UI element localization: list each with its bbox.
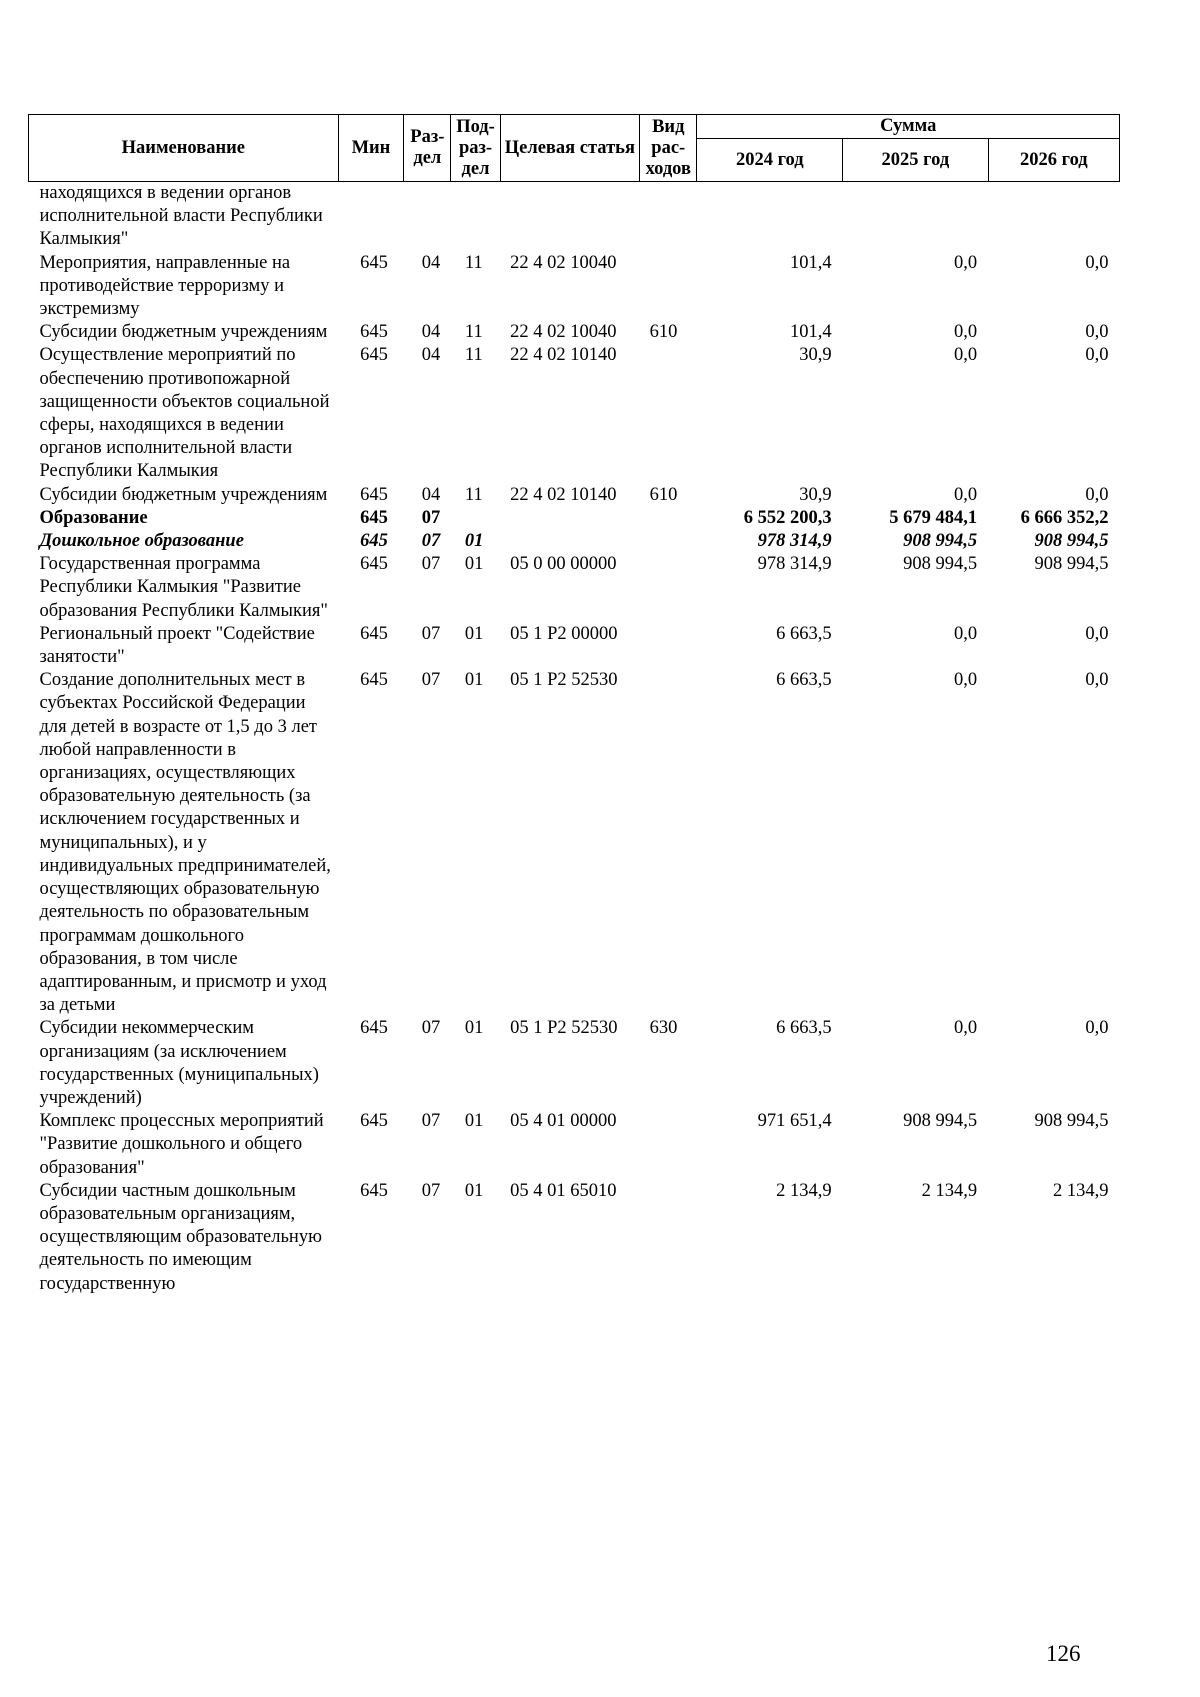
cell-2025: 908 994,5 xyxy=(903,531,978,552)
cell-2025 xyxy=(843,182,989,252)
cell-razdel: 07 xyxy=(421,1018,441,1039)
cell-razdel: 07 xyxy=(421,507,441,528)
cell-name: Мероприятия, направленные на противодействие терроризму и экстремизму xyxy=(39,252,291,320)
cell-2024: 978 314,9 xyxy=(757,554,832,575)
cell-razdel: 07 xyxy=(421,531,441,552)
cell-name: Субсидии бюджетным учреждениям xyxy=(39,322,328,343)
cell-name: Региональный проект "Содействие занятости" xyxy=(39,623,315,668)
cell-name: Осуществление мероприятий по обеспечению противопожарной защищенности объектов социальной сферы, находящихся в ведении органов исполнительной власти Республики Калмыкия xyxy=(39,345,330,482)
cell-2025: 0,0 xyxy=(954,670,978,691)
cell-vid xyxy=(640,1110,697,1180)
header-name: Наименование xyxy=(29,115,339,182)
cell-2024: 6 552 200,3 xyxy=(743,507,832,528)
cell-min: 645 xyxy=(360,484,388,505)
cell-2025: 0,0 xyxy=(954,623,978,644)
cell-name: Государственная программа Республики Калмыкия "Развитие образования Республики Калмыкия" xyxy=(39,554,328,621)
cell-min: 645 xyxy=(360,252,388,273)
table-row xyxy=(29,530,1120,553)
cell-razdel: 07 xyxy=(421,554,441,575)
cell-2026: 0,0 xyxy=(1085,345,1109,366)
table-header xyxy=(29,115,1120,182)
cell-vid xyxy=(640,1180,697,1296)
cell-min: 645 xyxy=(360,1180,388,1201)
cell-podrazdel: 11 xyxy=(464,322,483,343)
cell-2026: 908 994,5 xyxy=(1034,554,1109,575)
cell-target xyxy=(500,530,639,553)
cell-podrazdel: 01 xyxy=(464,1180,484,1201)
cell-target: 05 0 00 00000 xyxy=(510,554,617,575)
cell-2026: 0,0 xyxy=(1085,623,1109,644)
cell-min: 645 xyxy=(360,507,388,528)
table-row xyxy=(29,182,1120,252)
cell-min: 645 xyxy=(360,623,388,644)
cell-target: 22 4 02 10140 xyxy=(510,484,617,505)
cell-2026: 0,0 xyxy=(1085,252,1109,273)
cell-target: 05 4 01 00000 xyxy=(510,1111,617,1132)
cell-vid xyxy=(640,507,697,530)
cell-2026: 908 994,5 xyxy=(1034,1111,1109,1132)
table-row xyxy=(29,484,1120,507)
cell-name: Субсидии некоммерческим организациям (за исключением государственных (муниципальных) учреждений) xyxy=(39,1018,319,1108)
cell-razdel: 04 xyxy=(421,252,441,273)
cell-target: 22 4 02 10040 xyxy=(510,322,617,343)
page-number: 126 xyxy=(1046,1641,1081,1666)
cell-min: 645 xyxy=(360,531,388,552)
cell-min: 645 xyxy=(360,554,388,575)
cell-min: 645 xyxy=(360,1018,388,1039)
table-row xyxy=(29,344,1120,483)
header-razdel: Раз-дел xyxy=(404,115,451,182)
cell-2026: 0,0 xyxy=(1085,484,1109,505)
header-podrazdel: Под-раз-дел xyxy=(451,115,500,182)
cell-2024: 978 314,9 xyxy=(757,531,832,552)
cell-target: 05 4 01 65010 xyxy=(510,1180,617,1201)
cell-podrazdel: 01 xyxy=(464,623,484,644)
table-row xyxy=(29,1110,1120,1180)
document-page xyxy=(28,114,1120,1296)
cell-podrazdel: 01 xyxy=(464,531,484,552)
table-row xyxy=(29,321,1120,344)
cell-vid xyxy=(640,344,697,483)
cell-name: Образование xyxy=(39,507,148,528)
cell-min: 645 xyxy=(360,670,388,691)
cell-razdel: 04 xyxy=(421,322,441,343)
table-row xyxy=(29,252,1120,322)
cell-2024: 6 663,5 xyxy=(776,1018,832,1039)
table-row xyxy=(29,1180,1120,1296)
cell-vid xyxy=(640,669,697,1017)
cell-2024: 101,4 xyxy=(789,252,832,273)
cell-2024: 2 134,9 xyxy=(776,1180,832,1201)
cell-min: 645 xyxy=(360,1111,388,1132)
table-row xyxy=(29,553,1120,623)
cell-razdel: 04 xyxy=(421,484,441,505)
cell-vid xyxy=(640,623,697,669)
cell-podrazdel: 11 xyxy=(464,252,483,273)
table-row xyxy=(29,623,1120,669)
cell-2025: 0,0 xyxy=(954,1018,978,1039)
cell-target xyxy=(500,182,639,252)
cell-vid: 630 xyxy=(649,1018,678,1039)
cell-2025: 0,0 xyxy=(954,345,978,366)
header-summa: Сумма xyxy=(697,115,1120,139)
cell-name: Создание дополнительных мест в субъектах Российской Федерации для детей в возрасте от 1,5 до 3 лет любой направленности в организациях, осуществляющих образовательную деятельность (за исключением государственных и муниципальных), и у индивидуальных предпринимателей, осуществляющих образовательную деятельность по образовательным программам дошкольного образования, в том числе адаптированным, и присмотр и уход за детьми xyxy=(39,670,331,1016)
header-vid: Вид рас-ходов xyxy=(640,115,697,182)
cell-target: 22 4 02 10140 xyxy=(510,345,617,366)
cell-2024: 6 663,5 xyxy=(776,623,832,644)
cell-min: 645 xyxy=(360,322,388,343)
cell-target: 05 1 P2 00000 xyxy=(510,623,618,644)
cell-razdel: 04 xyxy=(421,345,441,366)
cell-podrazdel: 11 xyxy=(464,345,483,366)
cell-2024: 30,9 xyxy=(799,484,832,505)
cell-2025: 908 994,5 xyxy=(903,1111,978,1132)
cell-2026: 2 134,9 xyxy=(1053,1180,1109,1201)
cell-2026: 6 666 352,2 xyxy=(1020,507,1109,528)
cell-name: Субсидии частным дошкольным образовательным организациям, осуществляющим образовательную деятельность по имеющим государственную xyxy=(39,1180,322,1294)
cell-razdel: 07 xyxy=(421,623,441,644)
cell-vid: 610 xyxy=(649,322,678,343)
cell-2024: 6 663,5 xyxy=(776,670,832,691)
cell-2025: 5 679 484,1 xyxy=(889,507,978,528)
cell-2026: 0,0 xyxy=(1085,322,1109,343)
header-min: Мин xyxy=(338,115,404,182)
cell-razdel: 07 xyxy=(421,1180,441,1201)
budget-table xyxy=(28,114,1120,1296)
cell-2025: 2 134,9 xyxy=(921,1180,978,1201)
table-body xyxy=(29,182,1120,1296)
cell-2024 xyxy=(697,182,843,252)
cell-vid xyxy=(640,252,697,322)
cell-razdel xyxy=(404,182,451,252)
cell-2025: 0,0 xyxy=(954,252,978,273)
cell-vid xyxy=(640,182,697,252)
table-row xyxy=(29,669,1120,1017)
cell-name: находящихся в ведении органов исполнительной власти Республики Калмыкия" xyxy=(39,183,323,250)
header-target: Целевая статья xyxy=(500,115,639,182)
cell-target: 05 1 P2 52530 xyxy=(510,1018,618,1039)
cell-2026: 0,0 xyxy=(1085,1018,1109,1039)
cell-podrazdel: 01 xyxy=(464,554,484,575)
cell-razdel: 07 xyxy=(421,670,441,691)
header-2025: 2025 год xyxy=(843,139,989,182)
cell-razdel: 07 xyxy=(421,1111,441,1132)
cell-2024: 30,9 xyxy=(799,345,832,366)
table-row xyxy=(29,507,1120,530)
cell-2025: 908 994,5 xyxy=(903,554,978,575)
cell-2025: 0,0 xyxy=(954,484,978,505)
cell-2024: 971 651,4 xyxy=(757,1111,832,1132)
cell-podrazdel: 01 xyxy=(464,670,484,691)
cell-min xyxy=(338,182,404,252)
cell-target: 22 4 02 10040 xyxy=(510,252,617,273)
cell-podrazdel xyxy=(451,507,500,530)
cell-podrazdel: 11 xyxy=(464,484,483,505)
cell-name: Субсидии бюджетным учреждениям xyxy=(39,484,328,505)
cell-podrazdel: 01 xyxy=(464,1018,484,1039)
cell-target: 05 1 P2 52530 xyxy=(510,670,618,691)
cell-2026: 908 994,5 xyxy=(1034,531,1109,552)
cell-target xyxy=(500,507,639,530)
cell-vid xyxy=(640,530,697,553)
header-2024: 2024 год xyxy=(697,139,843,182)
cell-vid: 610 xyxy=(649,484,678,505)
cell-name: Дошкольное образование xyxy=(39,531,244,552)
cell-min: 645 xyxy=(360,345,388,366)
table-row xyxy=(29,1017,1120,1110)
cell-podrazdel: 01 xyxy=(464,1111,484,1132)
cell-vid xyxy=(640,553,697,623)
cell-2024: 101,4 xyxy=(789,322,832,343)
header-2026: 2026 год xyxy=(988,139,1119,182)
cell-2026 xyxy=(988,182,1119,252)
cell-name: Комплекс процессных мероприятий "Развитие дошкольного и общего образования" xyxy=(39,1111,324,1178)
cell-podrazdel xyxy=(451,182,500,252)
cell-2025: 0,0 xyxy=(954,322,978,343)
cell-2026: 0,0 xyxy=(1085,670,1109,691)
